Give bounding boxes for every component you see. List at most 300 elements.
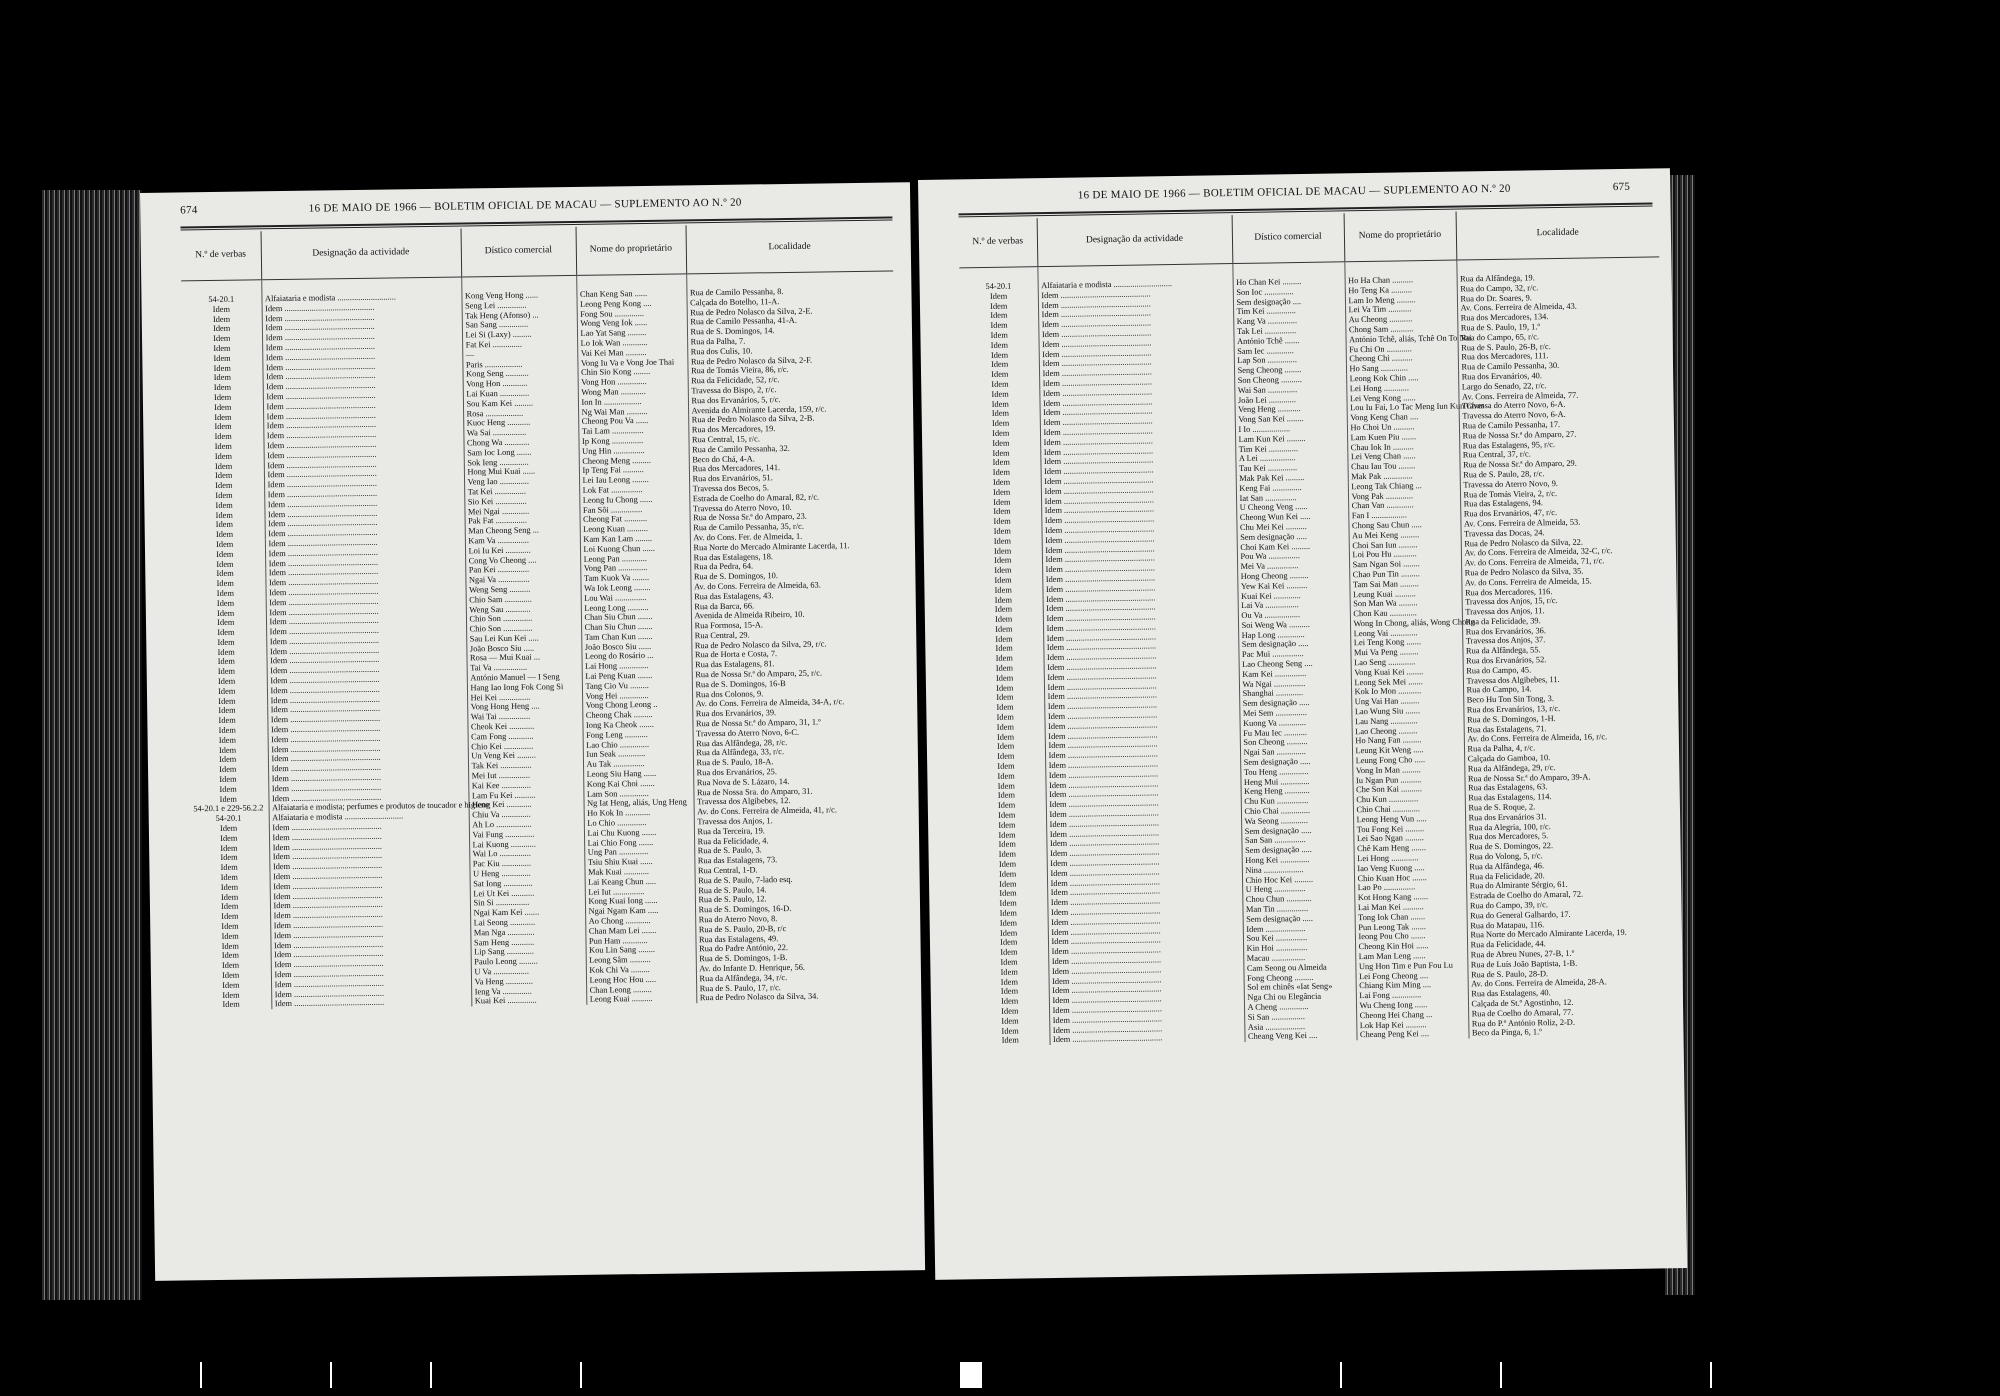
cell-owner-name: Chon Kau ............. xyxy=(1350,608,1462,620)
cell-owner-name: Ho Nang Fan ......... xyxy=(1352,735,1464,747)
cell-trade-name: Sem designação .... xyxy=(1233,296,1345,308)
cell-trade-name: Ngai Kam Kei ....... xyxy=(470,907,585,918)
cell-trade-name: Man Nga ............. xyxy=(470,927,585,938)
cell-location: Rua de Camilo Pessanha, 17. xyxy=(1459,418,1662,431)
cell-verba-number: Idem xyxy=(999,918,1018,928)
cell-activity: Idem ........................................... xyxy=(271,977,471,990)
column-header-location: Localidade xyxy=(1456,208,1660,260)
right-page xyxy=(918,168,1687,1280)
cell-owner-name: Cheong Chak ......... xyxy=(582,710,692,721)
cell-location: Rua de S. Paulo, 28, r/c. xyxy=(1460,467,1663,480)
cell-verba-number: Idem xyxy=(991,408,1010,419)
cell-activity: Idem ........................................... xyxy=(270,899,470,912)
cell-trade-name: Lai Seong ............ xyxy=(470,917,585,928)
cell-owner-name: Ip Teng Fai .......... xyxy=(579,465,689,476)
cell-owner-name: Tou Fong Kei ......... xyxy=(1353,823,1465,835)
cell-location: Rua de S. Paulo, 19, 1.º xyxy=(1457,320,1660,333)
cell-trade-name: Ah Lo ................. xyxy=(469,819,584,830)
cell-location: Rua de Nossa Sr.ª do Amparo, 29. xyxy=(1459,457,1662,470)
cell-activity: Idem ........................................... xyxy=(1040,445,1235,458)
cell-location: Rua dos Mercadores, 141. xyxy=(689,462,896,475)
cell-owner-name: Che Son Kai .......... xyxy=(1353,784,1465,796)
cell-trade-name: Wai San .............. xyxy=(1234,384,1346,396)
cell-verba-number: Idem xyxy=(222,970,240,980)
cell-verba-number: Idem xyxy=(995,644,1013,654)
cell-activity: Idem ........................................... xyxy=(1043,611,1238,624)
cell-verba-number: Idem xyxy=(1000,986,1019,997)
cell-activity: Idem ........................................... xyxy=(266,615,466,628)
cell-verba-number: Idem xyxy=(221,931,239,941)
cell-location: Rua de Camilo Pessanha, 8. xyxy=(686,271,893,298)
cell-trade-name: Yew Kai Kei .......... xyxy=(1237,580,1349,592)
cell-verba-number: Idem xyxy=(213,382,232,393)
cell-location: Rua Norte do Mercado Almirante Lacerda, 11. xyxy=(690,540,897,553)
cell-verba-number: Idem xyxy=(989,291,1008,301)
cell-verba-number: Idem xyxy=(1000,996,1019,1006)
cell-location: Rua de S. Domingos, 1-H. xyxy=(1463,712,1666,725)
cell-trade-name: Chio Son .............. xyxy=(466,613,581,624)
cell-trade-name: Loi Iu Kei ............ xyxy=(465,545,580,556)
cell-trade-name: Tim Kei .............. xyxy=(1233,306,1345,318)
cell-owner-name: Leong Iu Chong ...... xyxy=(579,494,689,505)
cell-verba-number: Idem xyxy=(217,676,236,687)
cell-verba-number: Idem xyxy=(217,647,235,657)
cell-trade-name: Tak Lei ............... xyxy=(1233,325,1345,337)
cell-location: Av. do Cons. Ferreira de Almeida, 32-C, r/c. xyxy=(1461,546,1664,559)
cell-trade-name: Lai Kuong ............ xyxy=(469,838,584,849)
cell-verba-number: Idem xyxy=(214,451,233,461)
cell-location: Rua de S. Paulo, 17, r/c. xyxy=(696,981,903,994)
cell-verba-number: Idem xyxy=(996,722,1015,732)
cell-owner-name: Kong Kai Choi ....... xyxy=(583,778,693,789)
cell-location: Rua Central, 15, r/c. xyxy=(688,432,895,445)
cell-location: Travessa do Bispo, 2, r/c. xyxy=(688,383,895,396)
cell-location: Rua de Camilo Pessanha, 32. xyxy=(689,442,896,455)
cell-activity: Idem ........................................... xyxy=(264,458,464,471)
cell-owner-name: Lao Wung Siu ....... xyxy=(1351,706,1463,718)
cell-location: Rua dos Culis, 10. xyxy=(687,344,894,357)
cell-trade-name: Pak Fat ............... xyxy=(465,515,580,526)
cell-trade-name: Lip Sang ............. xyxy=(471,946,586,957)
cell-verba-number: Idem xyxy=(997,771,1015,781)
cell-owner-name: Cheong Chi .......... xyxy=(1346,353,1458,365)
cell-owner-name: Fan I ................. xyxy=(1348,510,1460,522)
left-page-edge xyxy=(42,190,142,1300)
cell-verba-number: Idem xyxy=(214,441,232,451)
cell-owner-name: Sam Ngan Soi ........ xyxy=(1349,559,1461,571)
cell-location: Calçada do Gamboa, 10. xyxy=(1464,751,1667,764)
cell-activity: Idem ........................................... xyxy=(265,556,465,569)
cell-location: Avenida do Almirante Lacerda, 159, r/c. xyxy=(688,403,895,416)
cell-verba-number: Idem xyxy=(993,536,1012,546)
cell-activity: Idem ........................................... xyxy=(263,429,463,442)
cell-trade-name: Fong Cheong ......... xyxy=(1244,972,1356,984)
cell-owner-name: Pun Ham ............ xyxy=(585,935,695,946)
cell-activity: Idem ........................................... xyxy=(1044,689,1239,702)
cell-location: Estrada de Coelho do Amaral, 82, r/c. xyxy=(689,491,896,504)
cell-trade-name: Weng Seng .......... xyxy=(466,584,581,595)
cell-owner-name: Leong Kuai .......... xyxy=(586,994,696,1005)
cell-trade-name: João Lei ............. xyxy=(1234,394,1346,406)
cell-trade-name: Soi Weng Wa .......... xyxy=(1238,619,1350,631)
cell-activity: Idem ........................................... xyxy=(1046,817,1241,830)
cell-trade-name: Sam Heng ........... xyxy=(470,936,585,947)
cell-activity: Idem ........................................... xyxy=(1049,1023,1244,1036)
cell-activity: Idem ........................................... xyxy=(262,341,462,354)
cell-location: Av. do Cons. Ferreira de Almeida, 28-A. xyxy=(1468,977,1671,990)
cell-activity: Idem ........................................... xyxy=(271,967,471,980)
cell-verba-number: Idem xyxy=(993,546,1012,556)
cell-owner-name: Lei Iut ............... xyxy=(585,886,695,897)
cell-location: Beco do Chá, 4-A. xyxy=(689,452,896,465)
cell-verba-number: Idem xyxy=(994,595,1013,605)
cell-verba-number: Idem xyxy=(215,510,233,520)
cell-verba-number: Idem xyxy=(218,696,236,706)
cell-verba-number: Idem xyxy=(213,392,232,402)
cell-verba-number: Idem xyxy=(216,598,235,608)
cell-activity: Idem ........................................... xyxy=(267,683,467,696)
cell-owner-name: Ung Hon Tim e Pun Fou Lu xyxy=(1355,960,1467,972)
cell-location: Rua dos Mercadores, 5. xyxy=(1465,830,1668,843)
cell-activity: Idem ........................................... xyxy=(271,958,471,971)
cell-location: Rua de S. Domingos, 16-B xyxy=(692,677,899,690)
cell-activity: Idem ........................................... xyxy=(268,762,468,775)
cell-owner-name: Choi San Iun ......... xyxy=(1349,539,1461,551)
cell-verba-number: Idem xyxy=(221,921,239,931)
cell-activity: Idem ........................................... xyxy=(271,948,471,961)
cell-verba-number: Idem xyxy=(217,627,235,638)
cell-verba-number: Idem xyxy=(997,781,1015,791)
cell-location: Rua de S. Paulo, 14. xyxy=(695,883,902,896)
cell-owner-name: Tsiu Shiu Kuai ...... xyxy=(584,857,694,868)
cell-location: Av. Cons. Ferreira de Almeida, 77. xyxy=(1458,389,1661,402)
cell-verba-number: Idem xyxy=(1000,977,1019,987)
cell-owner-name: Vong Keng Chan .... xyxy=(1347,412,1459,424)
cell-owner-name: Leong Heng Vun ..... xyxy=(1353,813,1465,825)
cell-owner-name: Pun Leong Tak ....... xyxy=(1355,921,1467,933)
cell-activity: Idem ........................................... xyxy=(1043,601,1238,614)
cell-owner-name: Leong Long .......... xyxy=(581,602,691,613)
cell-trade-name: Heng Mui .............. xyxy=(1240,776,1352,788)
cell-activity: Idem ........................................... xyxy=(1038,307,1233,320)
cell-location: Rua do Almirante Sérgio, 61. xyxy=(1466,879,1669,892)
cell-location: Rua de Camilo Pessanha, 35, r/c. xyxy=(690,521,897,534)
cell-location: Rua de S. Domingos, 10. xyxy=(690,570,897,583)
cell-activity: Idem ........................................... xyxy=(263,380,463,393)
cell-trade-name: Hang Iao Iong Fok Cong Si xyxy=(467,682,582,693)
cell-activity: Idem ........................................... xyxy=(1045,778,1240,791)
cell-verba-number: Idem xyxy=(998,830,1016,840)
cell-verba-number: Idem xyxy=(990,311,1008,321)
column-header-trade-name: Dístico comercial xyxy=(461,227,577,277)
cell-activity: Idem ........................................... xyxy=(1038,317,1233,330)
cell-verba-number: Idem xyxy=(221,941,239,951)
cell-verba-number: Idem xyxy=(996,742,1015,752)
cell-location: Rua da Alfândega, 34, r/c. xyxy=(696,971,903,984)
page-number: 674 xyxy=(180,204,198,217)
cell-activity: Idem ........................................... xyxy=(1048,934,1243,947)
cell-location: Rua dos Mercadores, 134. xyxy=(1457,311,1660,324)
cell-location: Rua da Terceira, 19. xyxy=(694,824,901,837)
cell-owner-name: Wong Man ............ xyxy=(578,386,688,397)
cell-owner-name: Kong Kuai Iong ...... xyxy=(585,896,695,907)
cell-activity: Idem ........................................... xyxy=(265,566,465,579)
cell-verba-number: Idem xyxy=(995,653,1013,664)
cell-owner-name: Au Cheong ........... xyxy=(1345,314,1457,326)
cell-activity: Idem ........................................... xyxy=(1038,288,1233,301)
cell-activity: Idem ........................................... xyxy=(1046,836,1241,849)
cell-trade-name: Vai Fung .............. xyxy=(469,829,584,840)
cell-owner-name: Lei Fong Cheong .... xyxy=(1355,970,1467,982)
cell-location: Rua da Alfândega, 19. xyxy=(1456,257,1659,284)
cell-location: Rua Central, 1-D. xyxy=(694,863,901,876)
cell-location: Rua de Nossa Sr.ª do Amparo, 27. xyxy=(1459,428,1662,441)
cell-trade-name: Wai Lo ............... xyxy=(469,848,584,859)
cell-location: Largo do Senado, 22, r/c. xyxy=(1458,379,1661,392)
cell-owner-name: Lo Iok Wan ............ xyxy=(577,337,687,348)
cell-verba-number: 54-20.1 xyxy=(208,294,235,305)
cell-owner-name: Ip Kong ............... xyxy=(578,435,688,446)
cell-owner-name: Lok Hap Kei .......... xyxy=(1356,1019,1468,1031)
cell-location: Rua dos Colonos, 9. xyxy=(692,687,899,700)
cell-verba-number: Idem xyxy=(218,686,236,696)
cell-verba-number: Idem xyxy=(997,751,1015,762)
cell-trade-name: Ngai Va ............... xyxy=(465,574,580,585)
cell-trade-name: António Manuel — I Seng xyxy=(467,672,582,683)
cell-verba-number: Idem xyxy=(992,448,1010,458)
cell-verba-number: Idem xyxy=(219,755,237,765)
cell-location: Av. do Cons. Ferreira de Almeida, 71, r/c. xyxy=(1461,555,1664,568)
cell-trade-name: Lai Kuan .............. xyxy=(463,388,578,399)
column-header-trade-name: Dístico comercial xyxy=(1232,213,1345,263)
cell-location: Travessa dos Anjos, 1. xyxy=(694,814,901,827)
cell-verba-number: Idem xyxy=(213,353,231,363)
cell-activity: Idem ........................................... xyxy=(1039,376,1234,389)
cell-owner-name: Ao Chong ............ xyxy=(585,915,695,926)
cell-owner-name: Cheang Peng Kei .... xyxy=(1356,1029,1468,1041)
table-body xyxy=(959,257,1671,1047)
cell-owner-name: Tai Lam ............... xyxy=(578,426,688,437)
cell-activity: Alfaiataria e modista ............................ xyxy=(1037,264,1232,291)
cell-activity: Idem ........................................... xyxy=(268,791,468,804)
cell-verba-number: Idem xyxy=(220,843,238,853)
cell-verba-number: Idem xyxy=(215,500,233,510)
cell-location: Rua de S. Paulo, 26-B, r/c. xyxy=(1458,340,1661,353)
cell-trade-name: Vong Hon ............ xyxy=(463,378,578,389)
cell-activity: Idem ........................................... xyxy=(266,595,466,608)
cell-owner-name: Loi Pou Hu ........... xyxy=(1349,549,1461,561)
cell-owner-name: Lai Chu Kuong ....... xyxy=(584,827,694,838)
cell-activity: Idem ........................................... xyxy=(270,889,470,902)
cell-location: Rua do P.º António Roliz, 2-D. xyxy=(1468,1016,1671,1029)
cell-activity: Idem ........................................... xyxy=(1049,983,1244,996)
cell-owner-name: Chan Leong ......... xyxy=(586,984,696,995)
cell-owner-name: Mak Pak .............. xyxy=(1348,470,1460,482)
cell-trade-name: Kuai Kei .............. xyxy=(471,995,586,1006)
cell-activity: Idem ........................................... xyxy=(1044,660,1239,673)
cell-activity: Idem ........................................... xyxy=(263,409,463,422)
cell-activity: Idem ........................................... xyxy=(1041,464,1236,477)
cell-activity: Idem ........................................... xyxy=(1049,993,1244,1006)
cell-location: Rua dos Ervanários, 13, r/c. xyxy=(1463,702,1666,715)
cell-location: Rua da Alegria, 100, r/c. xyxy=(1465,820,1668,833)
cell-verba-number: Idem xyxy=(218,725,236,736)
cell-trade-name: Un Veng Kei ......... xyxy=(468,750,583,761)
cell-owner-name: Ng Wai Man .......... xyxy=(578,406,688,417)
cell-verba-number: Idem xyxy=(996,732,1015,742)
cell-activity: Idem ........................................... xyxy=(1041,484,1236,497)
cell-activity: Idem ........................................... xyxy=(267,713,467,726)
cell-trade-name: Chu Kun ............... xyxy=(1241,795,1353,807)
cell-trade-name: Weng Sau ............ xyxy=(466,603,581,614)
cell-trade-name: Pou Wa ............... xyxy=(1237,551,1349,563)
cell-owner-name: Ho Ha Chan .......... xyxy=(1344,260,1456,286)
cell-activity: Idem ........................................... xyxy=(268,732,468,745)
cell-verba-number: Idem xyxy=(217,667,236,677)
cell-owner-name: Fan Sôi ............... xyxy=(579,504,689,515)
cell-activity: Idem ........................................... xyxy=(269,830,469,843)
cell-verba-number: Idem xyxy=(214,461,233,471)
cell-verba-number: Idem xyxy=(216,569,234,579)
cell-location: Rua dos Ervanários, 52. xyxy=(1463,653,1666,666)
cell-trade-name: Sat Iong .............. xyxy=(470,878,585,889)
cell-activity: Idem ........................................... xyxy=(1047,856,1242,869)
cell-verba-number: Idem xyxy=(997,761,1015,771)
cell-activity: Idem ........................................... xyxy=(262,311,462,324)
cell-owner-name: Vai Kei Man .......... xyxy=(577,347,687,358)
cell-verba-number: Idem xyxy=(219,823,238,833)
cell-verba-number: Idem xyxy=(215,539,234,549)
cell-owner-name: Ho Sang ............. xyxy=(1346,363,1458,375)
cell-trade-name: Wa Seong ............. xyxy=(1241,815,1353,827)
cell-location: Rua da Felicidade, 39. xyxy=(1462,614,1665,627)
cell-owner-name: Iao Veng Kuong ..... xyxy=(1354,862,1466,874)
cell-trade-name: Paulo Leong ......... xyxy=(471,956,586,967)
cell-owner-name: Lao Seng ............. xyxy=(1351,657,1463,669)
cell-trade-name: Keng Heng ............ xyxy=(1241,786,1353,798)
cell-activity: Idem ........................................... xyxy=(264,468,464,481)
cell-trade-name: Ho Chan Kei ......... xyxy=(1232,262,1344,288)
cell-verba-number: Idem xyxy=(218,745,237,755)
cell-verba-number: Idem xyxy=(999,928,1018,938)
cell-location: Rua Nova de S. Lázaro, 14. xyxy=(693,775,900,788)
cell-trade-name: Hei Kei ............... xyxy=(467,692,582,703)
cell-location: Rua dos Mercadores, 111. xyxy=(1458,350,1661,363)
cell-activity: Idem ........................................... xyxy=(1040,435,1235,448)
cell-trade-name: Lai Va ................ xyxy=(1238,600,1350,612)
cell-location: Rua da Alfândega, 33, r/c. xyxy=(693,746,900,759)
column-header-owner-name: Nome do proprietário xyxy=(576,225,687,275)
cell-activity: Idem ........................................... xyxy=(1040,415,1235,428)
cell-location: Rua das Estalagens, 49. xyxy=(695,932,902,945)
cell-trade-name: Seng Cheong ........ xyxy=(1234,364,1346,376)
cell-location: Estrada de Coelho do Amaral, 72. xyxy=(1466,888,1669,901)
cell-trade-name: Mei Ngai ............. xyxy=(464,505,579,516)
cell-activity: Idem ........................................... xyxy=(1039,396,1234,409)
cell-activity: Idem ........................................... xyxy=(1039,366,1234,379)
cell-location: Rua da Palha, 4, r/c. xyxy=(1464,742,1667,755)
cell-owner-name: Ng Iat Heng, aliás, Ung Heng xyxy=(584,798,694,809)
cell-activity: Idem ........................................... xyxy=(265,536,465,549)
cell-location: Rua do Aterro Novo, 8. xyxy=(695,912,902,925)
cell-trade-name: Chio Son .............. xyxy=(466,623,581,634)
cell-owner-name: Kok Io Mon ........... xyxy=(1351,686,1463,698)
cell-activity: Idem ........................................... xyxy=(1049,1003,1244,1016)
cell-trade-name: Hap Long ............. xyxy=(1238,629,1350,641)
cell-location: Rua dos Ervanários, 5, r/c. xyxy=(688,393,895,406)
cell-location: Av. do Cons. Ferreira de Almeida, 15. xyxy=(1461,575,1664,588)
cell-owner-name: Chan Siu Chun ....... xyxy=(581,621,691,632)
cell-location: Rua da Alfândega, 55. xyxy=(1462,644,1665,657)
cell-owner-name: António Tchê, aliás, Tchê On To Nai xyxy=(1345,333,1457,345)
cell-verba-number: Idem xyxy=(217,637,235,647)
cell-verba-number: Idem xyxy=(221,911,239,922)
cell-location: Rua de Nossa Sr.ª do Amparo, 39-A. xyxy=(1464,771,1667,784)
cell-activity: Idem ........................................... xyxy=(1043,641,1238,654)
cell-owner-name: Kam Kan Lam ........ xyxy=(580,533,690,544)
cell-activity: Idem ........................................... xyxy=(1038,298,1233,311)
cell-location: Rua das Estalagens, 95, r/c. xyxy=(1459,438,1662,451)
cell-activity: Idem ........................................... xyxy=(271,997,471,1010)
cell-activity: Idem ........................................... xyxy=(263,419,463,432)
cell-trade-name: Tau Kei .............. xyxy=(1236,462,1348,474)
cell-trade-name: U Va ................. xyxy=(471,966,586,977)
cell-verba-number: Idem xyxy=(219,794,237,804)
cell-verba-number: Idem xyxy=(218,715,236,726)
cell-location: Rua dos Mercadores, 19. xyxy=(688,423,895,436)
cell-activity: Idem ........................................... xyxy=(1045,729,1240,742)
cell-trade-name: — xyxy=(462,349,577,360)
cell-verba-number: Idem xyxy=(996,712,1014,722)
cell-activity: Idem ........................................... xyxy=(1042,543,1237,556)
cell-owner-name: Lai Fong .............. xyxy=(1356,990,1468,1002)
cell-verba-number: Idem xyxy=(220,862,238,873)
cell-owner-name: Loi Kuong Chun ...... xyxy=(580,543,690,554)
cell-activity: Idem ........................................... xyxy=(1045,768,1240,781)
cell-activity: Idem ........................................... xyxy=(264,507,464,520)
cell-trade-name: Hong Mui Kuai ...... xyxy=(464,466,579,477)
cell-activity: Idem ........................................... xyxy=(270,938,470,951)
cell-activity: Idem ........................................... xyxy=(263,389,463,402)
cell-trade-name: A Lei ................. xyxy=(1235,453,1347,465)
cell-trade-name: Cheong Wun Kei ..... xyxy=(1236,511,1348,523)
cell-activity: Idem ........................................... xyxy=(269,860,469,873)
left-page xyxy=(140,182,925,1281)
cell-owner-name: Au Tak ............... xyxy=(583,759,693,770)
table-body xyxy=(181,271,903,1011)
cell-verba-number: Idem xyxy=(216,608,235,618)
cell-location: Travessa dos Anjos, 15, r/c. xyxy=(1462,595,1665,608)
cell-trade-name: Kai Kee .............. xyxy=(468,780,583,791)
cell-verba-number: Idem xyxy=(991,418,1010,429)
cell-location: Av. do Cons. Ferreira de Almeida, 34-A, r/c. xyxy=(692,697,899,710)
cell-verba-number: Idem xyxy=(995,673,1014,683)
cell-verba-number: Idem xyxy=(992,457,1010,468)
cell-location: Rua de Camilo Pessanha, 41-A. xyxy=(687,315,894,328)
cell-activity: Idem ........................................... xyxy=(266,605,466,618)
scan-mark xyxy=(1500,1362,1502,1388)
cell-owner-name: Lam Kuen Piu ....... xyxy=(1347,431,1459,443)
scan-mark xyxy=(1710,1362,1712,1388)
cell-trade-name: Keng Fai .............. xyxy=(1236,482,1348,494)
cell-location: Avenida de Almeida Ribeiro, 10. xyxy=(691,609,898,622)
cell-activity: Idem ........................................... xyxy=(1049,974,1244,987)
cell-trade-name: U Heng .............. xyxy=(469,868,584,879)
cell-owner-name: Leong Hoc Hou ..... xyxy=(586,974,696,985)
cell-verba-number: Idem xyxy=(998,820,1016,830)
cell-activity: Idem ........................................... xyxy=(262,331,462,344)
cell-trade-name: Sou Kam Kei ......... xyxy=(463,398,578,409)
